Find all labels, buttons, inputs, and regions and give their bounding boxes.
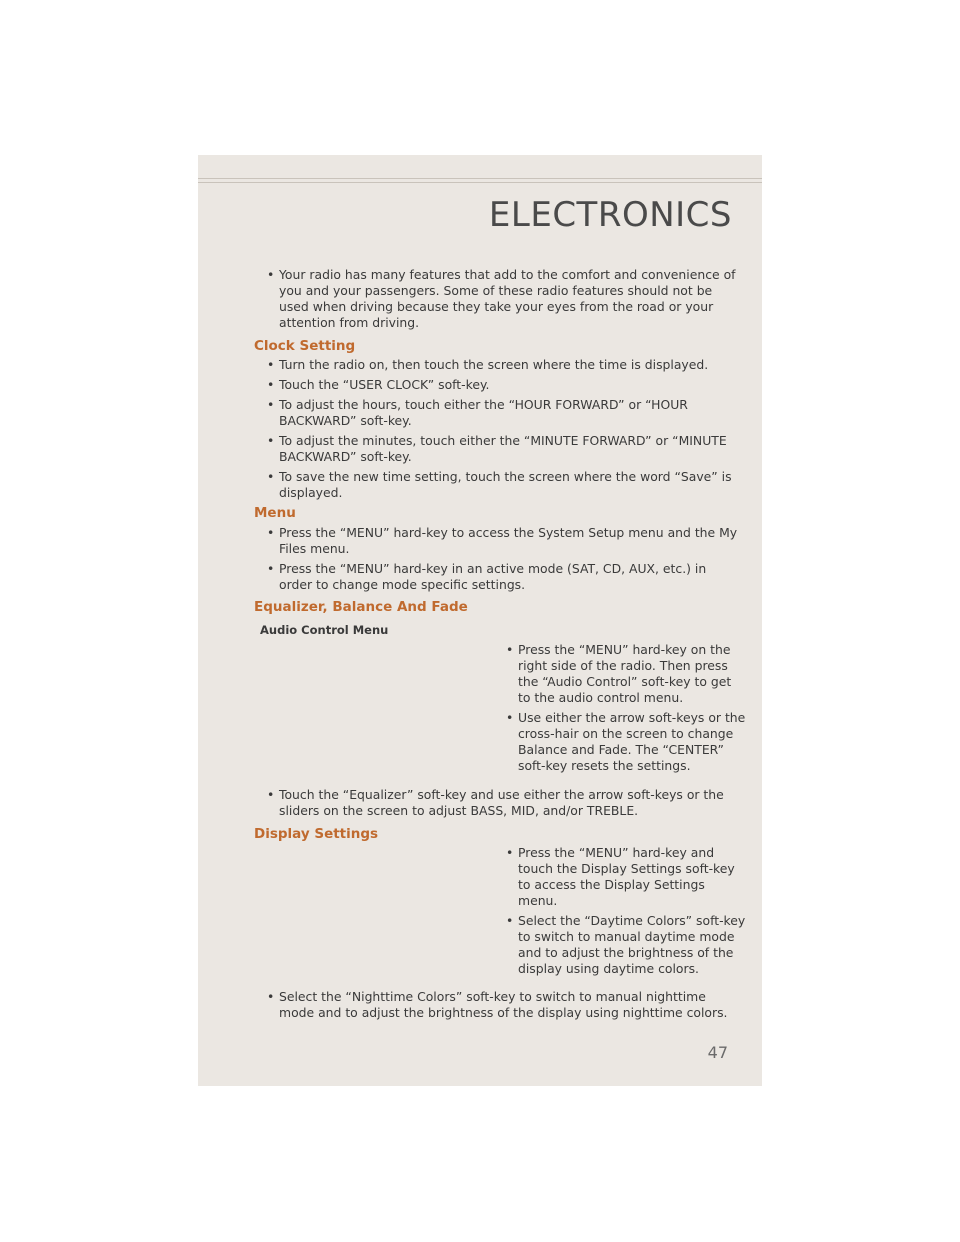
manual-page [198, 155, 762, 1086]
clock-bullet: • To save the new time setting, touch the screen where the word “Save” is displayed. [254, 469, 738, 501]
intro-block [254, 267, 738, 335]
clock-bullet: • Touch the “USER CLOCK” soft-key. [254, 377, 738, 393]
equalizer-bullet: • Touch the “Equalizer” soft-key and use either the arrow soft-keys or the sliders on the screen to adjust BASS, MID, and/or TREBLE. [254, 787, 738, 819]
equalizer-bullet: • Press the “MENU” hard-key on the right side of the radio. Then press the “Audio Control” soft-key to get to the audio control menu. [506, 642, 746, 706]
menu-bullet: • Press the “MENU” hard-key to access the System Setup menu and the My Files menu. [254, 525, 738, 557]
clock-bullet: • To adjust the minutes, touch either the “MINUTE FORWARD” or “MINUTE BACKWARD” soft-key. [254, 433, 738, 465]
page-number: 47 [707, 1043, 728, 1062]
clock-bullet: • To adjust the hours, touch either the “HOUR FORWARD” or “HOUR BACKWARD” soft-key. [254, 397, 738, 429]
display-bullet: • Select the “Nighttime Colors” soft-key to switch to manual nighttime mode and to adjust the brightness of the display using nighttime colors. [254, 989, 738, 1021]
equalizer-bullet: • Use either the arrow soft-keys or the cross-hair on the screen to change Balance and Fade. The “CENTER” soft-key resets the settings. [506, 710, 746, 774]
equalizer-full-bullet [254, 787, 738, 823]
intro-bullet: • Your radio has many features that add to the comfort and convenience of you and your passengers. Some of these radio features should not be used when driving because they take your eyes from the road or your attention from driving. [254, 267, 738, 331]
menu-bullet: • Press the “MENU” hard-key in an active mode (SAT, CD, AUX, etc.) in order to change mode specific settings. [254, 561, 738, 593]
equalizer-heading: Equalizer, Balance And Fade [254, 599, 468, 615]
section-title: ELECTRONICS [488, 195, 732, 235]
display-heading: Display Settings [254, 826, 379, 842]
display-bullet: • Press the “MENU” hard-key and touch the Display Settings soft-key to access the Display Settings menu. [506, 845, 746, 909]
clock-bullet: • Turn the radio on, then touch the screen where the time is displayed. [254, 357, 738, 373]
clock-list [254, 357, 738, 505]
clock-heading: Clock Setting [254, 338, 356, 354]
display-right-col [506, 845, 746, 981]
display-full-bullet [254, 989, 738, 1025]
equalizer-right-col [506, 642, 746, 778]
display-bullet: • Select the “Daytime Colors” soft-key to switch to manual daytime mode and to adjust the brightness of the display using daytime colors. [506, 913, 746, 977]
audio-control-subheading: Audio Control Menu [260, 623, 389, 637]
menu-heading: Menu [254, 505, 296, 521]
header-rule [198, 178, 762, 183]
menu-list [254, 525, 738, 597]
